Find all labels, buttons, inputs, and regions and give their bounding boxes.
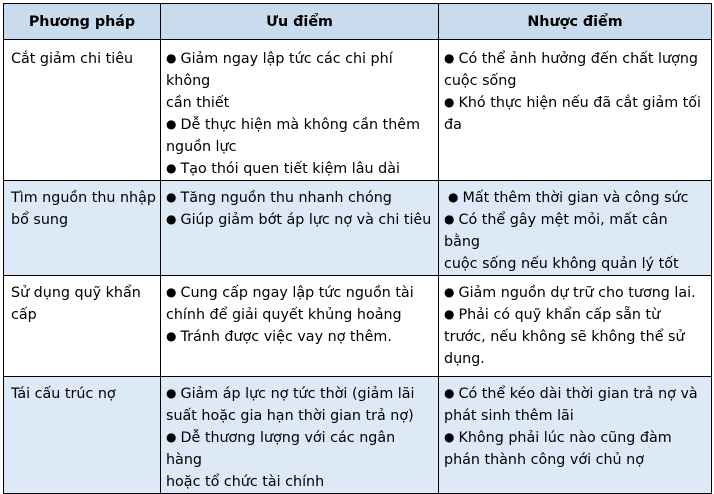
table-row [4, 276, 712, 377]
pros-item: ● Giảm áp lực nợ tức thời (giảm lãi [166, 383, 434, 405]
cons-item: ● Khó thực hiện nếu đã cắt giảm tối [444, 92, 707, 114]
method-cell [4, 377, 161, 494]
method-cell [4, 276, 161, 377]
cons-item: ● Phải có quỹ khẩn cấp sẵn từ [444, 304, 707, 326]
cons-item-cont: phát sinh thêm lãi [444, 408, 574, 424]
cons-cell [439, 377, 712, 494]
pros-item-cont: hoặc tổ chức tài chính [166, 474, 325, 490]
pros-item: ● Giảm ngay lập tức các chi phí không [166, 48, 434, 92]
cons-item: ● Có thể ảnh hưởng đến chất lượng [444, 48, 707, 70]
method-label-cont: bổ sung [11, 212, 69, 228]
cons-item: ● Có thể gây mệt mỏi, mất cân bằng [444, 209, 707, 253]
method-label: Tái cấu trúc nợ [11, 386, 116, 402]
pros-cell [161, 40, 439, 181]
cons-item: ● Không phải lúc nào cũng đàm [444, 427, 707, 449]
method-label: Cắt giảm chi tiêu [11, 51, 134, 67]
header-method: Phương pháp [4, 4, 161, 40]
table-row [4, 181, 712, 276]
method-label: Sử dụng quỹ khẩn [11, 285, 141, 301]
method-cell [4, 181, 161, 276]
pros-item: ● Dễ thương lượng với các ngân hàng [166, 427, 434, 471]
table-row [4, 377, 712, 494]
cons-item-cont: cuộc sống [444, 73, 517, 89]
pros-item-cont: nguồn lực [166, 139, 237, 155]
pros-cell [161, 377, 439, 494]
cons-item-cont: phán thành công với chủ nợ [444, 452, 644, 468]
method-cell [4, 40, 161, 181]
comparison-table [3, 3, 712, 494]
pros-item: ● Tăng nguồn thu nhanh chóng [166, 187, 434, 209]
pros-item-cont: chính để giải quyết khủng hoảng [166, 307, 402, 323]
cons-item: ● Có thể kéo dài thời gian trả nợ và [444, 383, 707, 405]
pros-item-cont: cần thiết [166, 95, 230, 111]
header-pros: Ưu điểm [161, 4, 439, 40]
pros-item: ● Giúp giảm bớt áp lực nợ và chi tiêu [166, 209, 434, 231]
method-label-cont: cấp [11, 307, 37, 323]
table-row [4, 40, 712, 181]
header-cons: Nhược điểm [439, 4, 712, 40]
cons-item-cont: cuộc sống nếu không quản lý tốt [444, 256, 679, 272]
cons-item-cont: trước, nếu không sẽ không thể sử [444, 329, 685, 345]
pros-item: ● Cung cấp ngay lập tức nguồn tài [166, 282, 434, 304]
cons-item-cont: đa [444, 117, 462, 133]
method-label: Tìm nguồn thu nhập [11, 190, 156, 206]
cons-item-cont: dụng. [444, 351, 485, 367]
cons-item: ● Mất thêm thời gian và công sức [444, 187, 707, 209]
pros-item: ● Tạo thói quen tiết kiệm lâu dài [166, 158, 434, 180]
header-row [4, 4, 712, 40]
pros-cell [161, 181, 439, 276]
cons-cell [439, 181, 712, 276]
pros-item: ● Tránh được việc vay nợ thêm. [166, 326, 434, 348]
cons-item: ● Giảm nguồn dự trữ cho tương lai. [444, 282, 707, 304]
pros-item: ● Dễ thực hiện mà không cần thêm [166, 114, 434, 136]
pros-cell [161, 276, 439, 377]
pros-item-cont: suất hoặc gia hạn thời gian trả nợ) [166, 408, 414, 424]
cons-cell [439, 40, 712, 181]
cons-cell [439, 276, 712, 377]
